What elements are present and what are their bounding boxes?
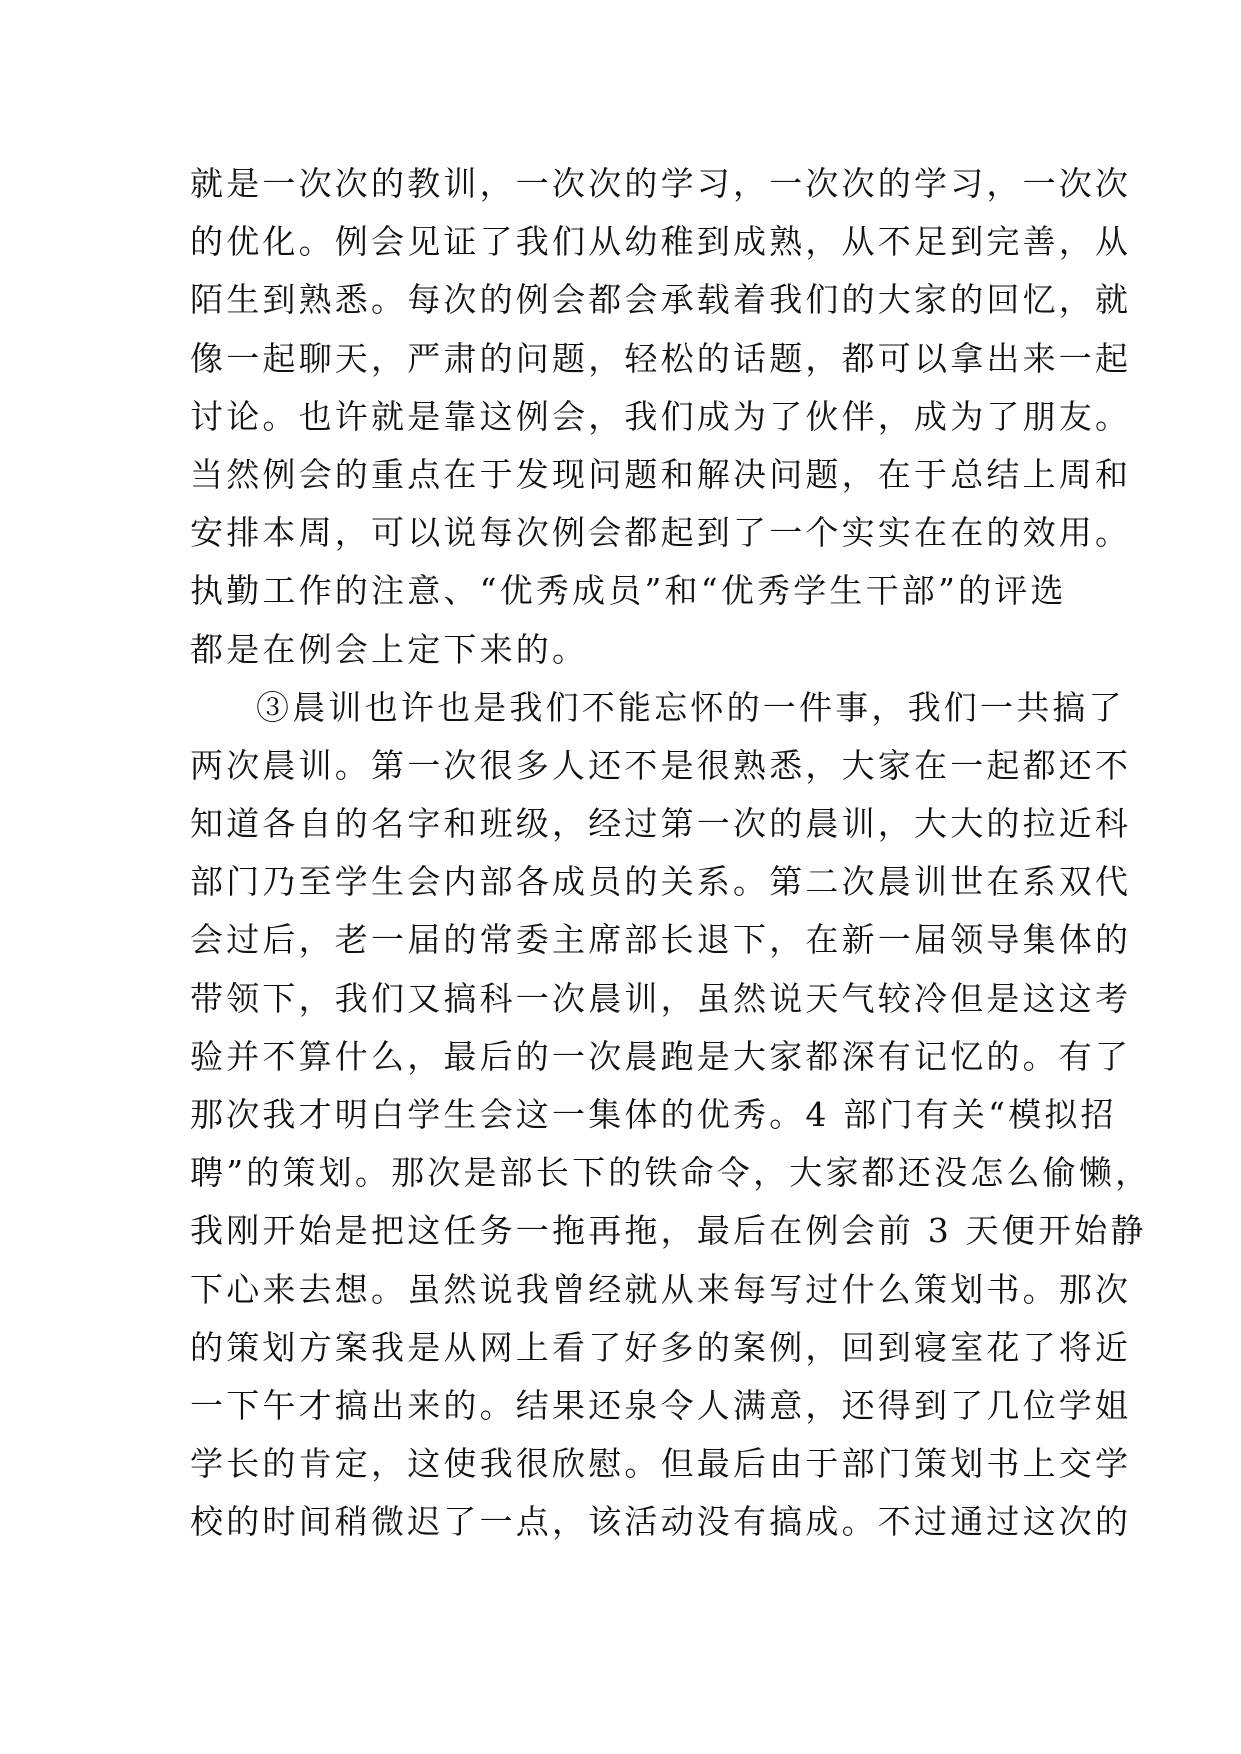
text-line: 安排本周，可以说每次例会都起到了一个实实在在的效用。 <box>190 513 1132 553</box>
text-line: 就是一次次的教训，一次次的学习，一次次的学习，一次次 <box>190 164 1132 203</box>
text-line: 都是在例会上定下来的。 <box>190 629 589 669</box>
text-line: 执勤工作的注意、“优秀成员”和“优秀学生干部”的评选 <box>190 571 1067 611</box>
body-text <box>190 155 1152 1552</box>
text-line: 知道各自的名字和班级，经过第一次的晨训，大大的拉近科 <box>190 804 1132 844</box>
text-line: 带领下，我们又搞科一次晨训，虽然说天气较冷但是这这考 <box>190 978 1132 1018</box>
text-line: 校的时间稍微迟了一点，该活动没有搞成。不过通过这次的 <box>190 1502 1132 1542</box>
text-line: 当然例会的重点在于发现问题和解决问题，在于总结上周和 <box>190 454 1132 494</box>
paragraph-start-line: ③晨训也许也是我们不能忘怀的一件事，我们一共搞了 <box>256 687 1125 727</box>
text-line: 像一起聊天，严肃的问题，轻松的话题，都可以拿出来一起 <box>190 338 1132 378</box>
text-line: 下心来去想。虽然说我曾经就从来每写过什么策划书。那次 <box>190 1269 1132 1309</box>
text-line: 那次我才明白学生会这一集体的优秀。4 部门有关“模拟招 <box>190 1095 1117 1134</box>
text-line: 部门乃至学生会内部各成员的关系。第二次晨训世在系双代 <box>190 862 1132 902</box>
text-line: 两次晨训。第一次很多人还不是很熟悉，大家在一起都还不 <box>190 745 1132 785</box>
text-line: 陌生到熟悉。每次的例会都会承载着我们的大家的回忆，就 <box>190 280 1132 320</box>
text-line: 学长的肯定，这使我很欣慰。但最后由于部门策划书上交学 <box>190 1444 1132 1484</box>
text-line: 聘”的策划。那次是部长下的铁命令，大家都还没怎么偷懒， <box>190 1153 1152 1193</box>
text-line: 一下午才搞出来的。结果还泉令人满意，还得到了几位学姐 <box>190 1385 1132 1425</box>
text-line: 讨论。也许就是靠这例会，我们成为了伙伴，成为了朋友。 <box>190 396 1132 436</box>
text-line: 会过后，老一届的常委主席部长退下，在新一届领导集体的 <box>190 920 1132 960</box>
text-line: 验并不算什么，最后的一次晨跑是大家都深有记忆的。有了 <box>190 1036 1132 1076</box>
text-line: 的优化。例会见证了我们从幼稚到成熟，从不足到完善，从 <box>190 222 1132 262</box>
text-line: 我刚开始是把这任务一拖再拖，最后在例会前 3 天便开始静 <box>190 1211 1147 1251</box>
text-line: 的策划方案我是从网上看了好多的案例，回到寝室花了将近 <box>190 1327 1132 1367</box>
